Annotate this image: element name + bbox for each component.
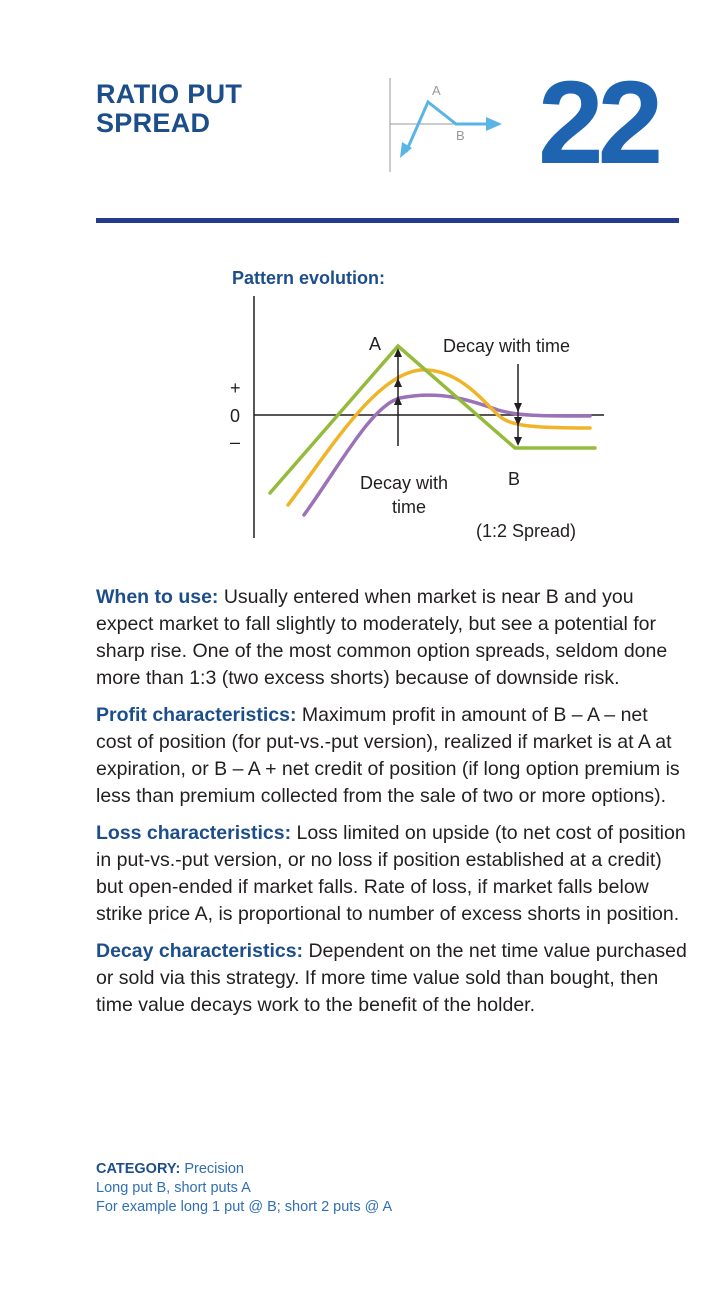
footer-category-value: Precision — [180, 1161, 244, 1177]
section-profit — [96, 702, 688, 810]
footer-line2: Long put B, short puts A — [96, 1180, 251, 1196]
chart-label-b: B — [508, 469, 521, 489]
decay-bottom-label-line1: Decay with — [360, 473, 449, 493]
footer-line3: For example long 1 put @ B; short 2 puts @ A — [96, 1199, 393, 1215]
mini-label-b: B — [456, 128, 465, 143]
decay-right-label: Decay with time — [443, 336, 571, 356]
strategy-footer — [96, 1160, 688, 1217]
axis-label-minus: – — [230, 432, 241, 452]
axis-label-plus: + — [230, 378, 241, 398]
page-number: 22 — [538, 57, 658, 189]
section-profit-text: Maximum profit in amount of B – A – net cost of position (for put-vs.-put version), realized if market is at A at expiration, or B – A + net credit of position (if long option premium is less than premium collected from the sale of two or more options). — [96, 704, 680, 807]
section-when-to-use-text: Usually entered when market is near B and you expect market to fall slightly to moderately, but see a potential for sharp rise. One of the most common option spreads, seldom done more than 1:3 (two excess shorts) because of downside risk. — [96, 586, 668, 689]
strategy-mini-diagram — [380, 70, 520, 180]
axis-label-zero: 0 — [230, 406, 241, 426]
section-loss — [96, 820, 688, 928]
strategy-description — [96, 584, 688, 1029]
section-when-to-use — [96, 584, 688, 692]
section-decay-text: Dependent on the net time value purchased or sold via this strategy. If more time value sold than bought, then time value decays work to the benefit of the holder. — [96, 940, 687, 1016]
strategy-title — [96, 80, 242, 138]
section-loss-text: Loss limited on upside (to net cost of position in put-vs.-put version, or no loss if position established at a credit) but open-ended if market falls. Rate of loss, if market falls below strike price A, is proportional to number of excess shorts in position. — [96, 822, 686, 925]
strategy-title-line2: SPREAD — [96, 108, 211, 138]
strategy-title-line1: RATIO PUT — [96, 79, 243, 109]
footer-category-label: CATEGORY: — [96, 1161, 181, 1177]
mini-payoff-line — [406, 102, 490, 152]
chart-label-a: A — [369, 334, 382, 354]
curve-green — [270, 346, 595, 493]
decay-arrow-b-head-top — [514, 403, 522, 412]
decay-arrow-b-head-low — [514, 437, 522, 446]
curve-purple — [304, 395, 590, 515]
mini-arrow-right-head — [486, 117, 502, 131]
footer-category — [96, 1160, 688, 1179]
spread-note: (1:2 Spread) — [476, 521, 577, 541]
header-rule — [96, 218, 679, 223]
section-decay — [96, 938, 688, 1019]
section-when-to-use-heading: When to use: — [96, 586, 219, 608]
section-profit-heading: Profit characteristics: — [96, 704, 297, 726]
section-loss-heading: Loss characteristics: — [96, 822, 292, 844]
decay-bottom-label-line2: time — [392, 497, 427, 517]
pattern-evolution-chart — [200, 260, 620, 550]
section-decay-heading: Decay characteristics: — [96, 940, 304, 962]
mini-label-a: A — [432, 83, 441, 98]
chart-title: Pattern evolution: — [232, 268, 386, 288]
